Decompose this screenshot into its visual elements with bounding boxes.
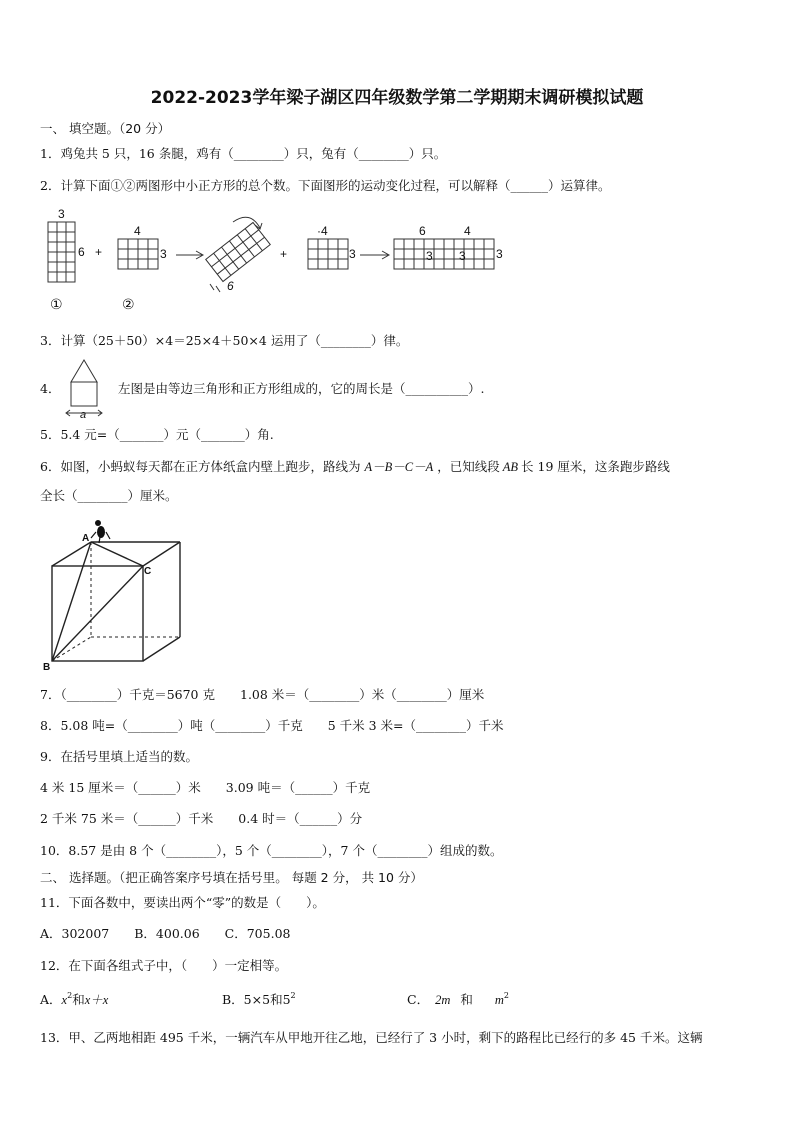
fig4-height-label: 3 [349, 247, 356, 261]
question-4: 左图是由等边三角形和正方形组成的，它的周长是（__________）. [118, 381, 485, 396]
route-expression: A－B－C－A [364, 460, 434, 474]
vertex-c-label: C [144, 566, 152, 577]
vertex-b-label: B [43, 662, 51, 673]
plus-sign-1: + [95, 245, 103, 259]
house-shape-figure [60, 358, 120, 420]
question-4-number: 4． [40, 381, 61, 396]
question-2: 2．计算下面①②两图形中小正方形的总个数。下面图形的运动变化过程，可以解释（______）运算律。 [40, 178, 611, 193]
question-3: 3．计算（25＋50）×4＝25×4＋50×4 运用了（________）律。 [40, 333, 409, 348]
question-9-part-a: 4 米 15 厘米＝（______）米 3.09 吨＝（______）千克 [40, 780, 371, 795]
question-6-line-2: 全长（________）厘米。 [40, 488, 178, 503]
question-9-part-b: 2 千米 75 米＝（______）千米 0.4 时＝（______）分 [40, 811, 363, 826]
section-2-heading: 二、 选择题。（把正确答案序号填在括号里。 每题 2 分， 共 10 分） [40, 870, 423, 885]
cube-figure [40, 518, 190, 673]
page-title: 2022-2023学年梁子湖区四年级数学第二学期期末调研模拟试题 [150, 88, 644, 108]
segment-ab: AB [502, 460, 519, 474]
fig4-width-label: ·4 [317, 224, 328, 238]
question-7: 7．（________）千克＝5670 克 1.08 米＝（________）米（________）厘米 [40, 687, 485, 702]
fig1-width-label: 3 [58, 207, 65, 221]
question-12: 12．在下面各组式子中，（ ）一定相等。 [40, 958, 288, 973]
option-a: A．$x^2$和x＋x [40, 991, 109, 1007]
plus-sign-2: + [280, 247, 288, 261]
combined-mid-label: 3 [426, 249, 433, 263]
question-10: 10．8.57 是由 8 个（________），5 个（________），7 个（________）组成的数。 [40, 843, 503, 858]
side-length-label: a [80, 409, 87, 421]
rotated-label: 6 [227, 279, 234, 293]
ant-icon [91, 520, 110, 543]
combined-left-width: 6 [419, 224, 426, 238]
option-c: C． 2m 和 $m^2$ [407, 991, 509, 1007]
question-11-options: A．302007 B．400.06 C．705.08 [40, 926, 291, 941]
fig1-height-label: 6 [78, 245, 85, 259]
fig2-height-label: 3 [160, 247, 167, 261]
question-6-line-1: 6．如图，小蚂蚁每天都在正方体纸盒内壁上跑步，路线为 A－B－C－A ，已知线段 AB 长 19 厘米，这条跑步路线 [40, 459, 670, 474]
question-11: 11．下面各数中，要读出两个“零”的数是（ ）。 [40, 895, 325, 910]
combined-right-width: 4 [464, 224, 471, 238]
combined-height-label: 3 [496, 247, 503, 261]
question-9: 9．在括号里填上适当的数。 [40, 749, 198, 764]
figure-1-label: ① [50, 296, 63, 312]
figure-2-label: ② [122, 296, 135, 312]
question-13: 13．甲、乙两地相距 495 千米，一辆汽车从甲地开往乙地，已经行了 3 小时，剩下的路程比已经行的多 45 千米。这辆 [40, 1030, 703, 1045]
vertex-a-label: A [82, 533, 90, 544]
combined-mid-label-2: 3 [459, 249, 466, 263]
question-5: 5．5.4 元=（_______）元（_______）角. [40, 427, 274, 442]
section-1-heading: 一、 填空题。（20 分） [40, 121, 171, 136]
q2-grid-figure [38, 208, 508, 318]
option-b: B．5×5和$5^2$ [222, 991, 296, 1007]
question-8: 8．5.08 吨=（________）吨（________）千克 5 千米 3 米=（________）千米 [40, 718, 504, 733]
fig2-width-label: 4 [134, 224, 141, 238]
question-1: 1．鸡兔共 5 只，16 条腿，鸡有（________）只，兔有（________）只。 [40, 146, 447, 161]
